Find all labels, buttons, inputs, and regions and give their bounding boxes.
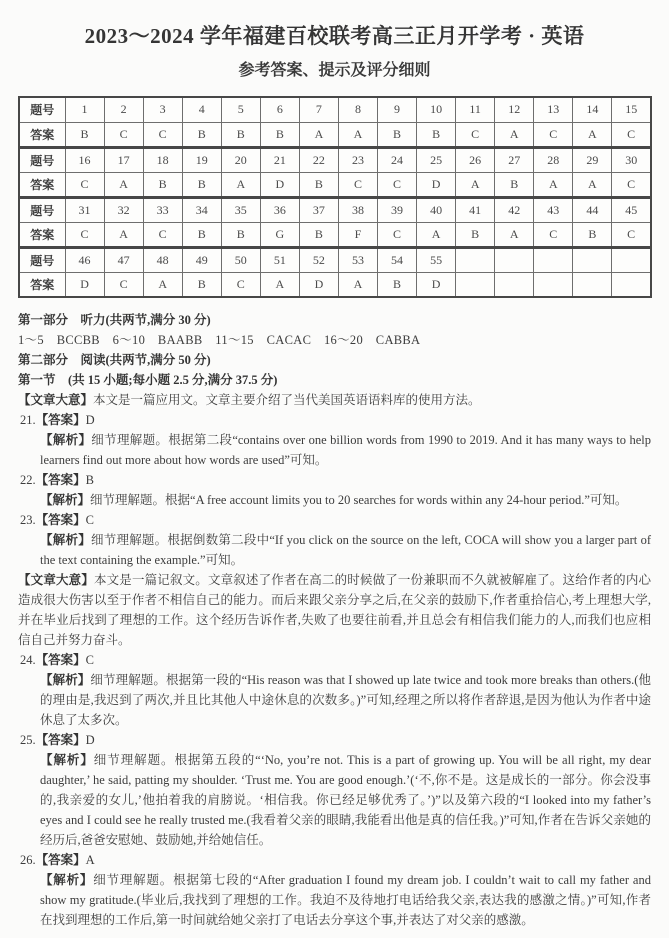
answer-cell: B: [417, 122, 456, 147]
answer-cell: [534, 272, 573, 297]
answer-line: [18, 510, 651, 530]
question-number: 26.: [20, 853, 36, 867]
question-number: 21.: [20, 413, 36, 427]
analysis-paragraph: [18, 870, 651, 930]
question-number-cell: 29: [573, 147, 612, 172]
answer-cell: A: [104, 222, 143, 247]
answer-cell: [612, 272, 651, 297]
question-number-cell: 35: [221, 197, 260, 222]
answer-line: [18, 850, 651, 870]
question-number-cell: 18: [143, 147, 182, 172]
question-number-row: [19, 247, 651, 272]
answer-row: [19, 122, 651, 147]
listening-answer-key-line: [18, 330, 651, 350]
question-number-cell: 53: [338, 247, 377, 272]
answer-cell: C: [104, 122, 143, 147]
question-number-cell: 36: [260, 197, 299, 222]
question-number-cell: 47: [104, 247, 143, 272]
question-number-cell: 54: [378, 247, 417, 272]
bracket-label: 【解析】: [40, 873, 94, 887]
answer-cell: A: [104, 172, 143, 197]
answer-cell: A: [456, 172, 495, 197]
bracket-label: 【答案】: [35, 733, 86, 747]
question-number-cell: 4: [182, 97, 221, 122]
question-number-cell: 40: [417, 197, 456, 222]
answer-cell: [495, 272, 534, 297]
bracket-label: 【答案】: [35, 473, 86, 487]
answer-letter: D: [85, 413, 95, 427]
question-number-cell: 49: [182, 247, 221, 272]
answer-cell: C: [534, 122, 573, 147]
question-number-cell: 6: [260, 97, 299, 122]
question-number: 23.: [20, 513, 36, 527]
answer-letter: A: [85, 853, 95, 867]
bracket-label: 【解析】: [40, 673, 91, 687]
answer-cell: C: [143, 222, 182, 247]
answer-cell: A: [417, 222, 456, 247]
question-number-cell: 3: [143, 97, 182, 122]
answer-cell: C: [456, 122, 495, 147]
answer-cell: C: [378, 172, 417, 197]
answer-cell: A: [143, 272, 182, 297]
answer-row: [19, 272, 651, 297]
question-number-cell: 31: [65, 197, 104, 222]
row-header: 题号: [19, 97, 65, 122]
question-number-cell: [495, 247, 534, 272]
answer-cell: C: [612, 222, 651, 247]
answer-cell: B: [495, 172, 534, 197]
exam-title: 2023～2024 学年福建百校联考高三正月开学考 · 英语: [84, 24, 585, 48]
analysis-paragraph: [18, 430, 651, 470]
row-header: 答案: [19, 122, 65, 147]
question-number-cell: 43: [534, 197, 573, 222]
answer-cell: G: [260, 222, 299, 247]
question-number-cell: 14: [573, 97, 612, 122]
row-header: 答案: [19, 222, 65, 247]
question-number-cell: 34: [182, 197, 221, 222]
question-number-cell: 22: [299, 147, 338, 172]
question-number-cell: 12: [495, 97, 534, 122]
paragraph-text: 本文是一篇应用文。文章主要介绍了当代美国英语语料库的使用方法。: [93, 393, 481, 407]
answer-cell: B: [182, 122, 221, 147]
answer-cell: A: [534, 172, 573, 197]
passage-summary: [18, 390, 651, 410]
answer-cell: A: [338, 272, 377, 297]
answer-cell: A: [338, 122, 377, 147]
question-number-cell: 9: [378, 97, 417, 122]
question-number-cell: 39: [378, 197, 417, 222]
question-number-cell: 25: [417, 147, 456, 172]
answer-cell: B: [378, 272, 417, 297]
answer-cell: C: [612, 172, 651, 197]
document-header: [18, 20, 651, 80]
question-number-cell: 8: [338, 97, 377, 122]
question-number-row: [19, 97, 651, 122]
bracket-label: 【答案】: [35, 853, 86, 867]
question-number-cell: 55: [417, 247, 456, 272]
paragraph-text: 第二部分 阅读(共两节,满分 50 分): [18, 353, 211, 367]
question-number-cell: 33: [143, 197, 182, 222]
answer-cell: B: [260, 122, 299, 147]
question-number-cell: 41: [456, 197, 495, 222]
paragraph-text: 细节理解题。根据第二段“contains over one billion words from 1990 to 2019. And it has many ways to help learners find out more about how words are used”可知。: [40, 433, 651, 467]
answer-cell: B: [182, 222, 221, 247]
answer-line: [18, 650, 651, 670]
question-number-cell: [456, 247, 495, 272]
answer-line: [18, 410, 651, 430]
answer-letter: B: [85, 473, 94, 487]
question-number-cell: 13: [534, 97, 573, 122]
answer-line: [18, 470, 651, 490]
analysis-paragraph: [18, 670, 651, 730]
question-number-cell: 50: [221, 247, 260, 272]
section-heading: [18, 370, 651, 390]
bracket-label: 【解析】: [40, 433, 92, 447]
question-number-cell: 46: [65, 247, 104, 272]
row-header: 题号: [19, 247, 65, 272]
answer-cell: C: [534, 222, 573, 247]
answer-cell: D: [260, 172, 299, 197]
answer-cell: B: [182, 272, 221, 297]
question-number-cell: 42: [495, 197, 534, 222]
section-heading: [18, 310, 651, 330]
question-number-cell: 45: [612, 197, 651, 222]
answer-cell: D: [417, 172, 456, 197]
row-header: 题号: [19, 197, 65, 222]
question-number-cell: 48: [143, 247, 182, 272]
bracket-label: 【答案】: [35, 413, 86, 427]
bracket-label: 【文章大意】: [18, 393, 94, 407]
question-number-cell: 28: [534, 147, 573, 172]
question-number-cell: 17: [104, 147, 143, 172]
question-number-cell: 51: [260, 247, 299, 272]
answer-cell: C: [338, 172, 377, 197]
answer-cell: B: [378, 122, 417, 147]
answer-row: [19, 172, 651, 197]
answer-cell: C: [65, 222, 104, 247]
paragraph-text: 1～5 BCCBB 6～10 BAABB 11～15 CACAC 16～20 CABBA: [18, 333, 421, 347]
answer-cell: C: [104, 272, 143, 297]
answer-cell: D: [65, 272, 104, 297]
answer-cell: B: [65, 122, 104, 147]
question-number-cell: 11: [456, 97, 495, 122]
answer-cell: B: [299, 172, 338, 197]
answer-cell: B: [221, 122, 260, 147]
question-number-cell: 38: [338, 197, 377, 222]
answer-cell: C: [378, 222, 417, 247]
analysis-paragraph: [18, 750, 651, 850]
question-number-row: [19, 147, 651, 172]
question-number-cell: [573, 247, 612, 272]
bracket-label: 【答案】: [35, 653, 86, 667]
answer-cell: C: [65, 172, 104, 197]
question-number-cell: 27: [495, 147, 534, 172]
bracket-label: 【答案】: [35, 513, 86, 527]
question-number-cell: 16: [65, 147, 104, 172]
answer-explanations: [18, 310, 651, 930]
answer-cell: B: [182, 172, 221, 197]
answer-cell: F: [338, 222, 377, 247]
paragraph-text: 细节理解题。根据第七段的“After graduation I found my dream job. I couldn’t wait to call my father and show my gratitude.(毕业后,我找到了理想的工作。我迫不及待地打电话给我父亲,表达我的感激之情。)”可知,作者在找到理想的工作后,第一时间就给她父亲打了电话去分享这个事,并表达了对父亲的感激。: [40, 873, 651, 927]
question-number-cell: 30: [612, 147, 651, 172]
bracket-label: 【文章大意】: [18, 573, 94, 587]
answer-cell: A: [495, 222, 534, 247]
question-number-cell: 24: [378, 147, 417, 172]
row-header: 答案: [19, 172, 65, 197]
bracket-label: 【解析】: [40, 533, 91, 547]
bracket-label: 【解析】: [40, 753, 94, 767]
answer-line: [18, 730, 651, 750]
question-number-cell: 15: [612, 97, 651, 122]
question-number: 22.: [20, 473, 36, 487]
answer-cell: B: [456, 222, 495, 247]
question-number: 24.: [20, 653, 36, 667]
answer-cell: [573, 272, 612, 297]
analysis-paragraph: [18, 530, 651, 570]
question-number-cell: 32: [104, 197, 143, 222]
answer-row: [19, 222, 651, 247]
question-number-cell: 21: [260, 147, 299, 172]
answer-letter: D: [85, 733, 95, 747]
answer-cell: B: [573, 222, 612, 247]
row-header: 答案: [19, 272, 65, 297]
paragraph-text: 第一部分 听力(共两节,满分 30 分): [18, 313, 211, 327]
answer-cell: C: [143, 122, 182, 147]
question-number-cell: 5: [221, 97, 260, 122]
answer-table-body: [19, 97, 651, 297]
question-number-cell: 44: [573, 197, 612, 222]
answer-cell: A: [573, 172, 612, 197]
question-number-cell: [612, 247, 651, 272]
analysis-paragraph: [18, 490, 651, 510]
answer-cell: D: [417, 272, 456, 297]
paragraph-text: 细节理解题。根据第五段的“‘No, you’re not. This is a part of growing up. You will be all right, my dear daughter,’ he said, patting my shoulder. ‘Trust me. You are good enough.’(‘不,你不是。这是成长的一部分。你会没事的,我亲爱的女儿,’他拍着我的肩膀说。‘相信我。你已经足够优秀了。’)”以及第六段的“I looked into my father’s eyes and I could see he really trusted me.(我看着父亲的眼睛,我能看出他是真的信任我。)”可知,作者在告诉父亲她的经历后,爸爸安慰她、鼓励她,并给她信任。: [40, 753, 651, 847]
answer-table: [18, 96, 652, 298]
answer-cell: A: [495, 122, 534, 147]
answer-cell: B: [299, 222, 338, 247]
answer-cell: A: [221, 172, 260, 197]
passage-summary: [18, 570, 651, 650]
paragraph-text: 细节理解题。根据“A free account limits you to 20 searches for words within any 24-hour period.”可知。: [90, 493, 628, 507]
answer-cell: [456, 272, 495, 297]
paragraph-text: 细节理解题。根据倒数第二段中“If you click on the source on the left, COCA will show you a larger part of the text containing the example.”可知。: [40, 533, 651, 567]
answer-cell: C: [221, 272, 260, 297]
paragraph-text: 第一节 (共 15 小题;每小题 2.5 分,满分 37.5 分): [18, 373, 278, 387]
question-number-cell: 37: [299, 197, 338, 222]
paragraph-text: 本文是一篇记叙文。文章叙述了作者在高二的时候做了一份兼职而不久就被解雇了。这给作者的内心造成很大伤害以至于作者不相信自己的能力。而后来跟父亲分享之后,在父亲的鼓励下,作者重拾信心,考上理想大学,并在毕业后找到了理想的工作。这个经历告诉作者,失败了也要往前看,并且总会有相信我们能力的人,而我们也应相信自己并努力奋斗。: [18, 573, 651, 647]
question-number-cell: 26: [456, 147, 495, 172]
answer-cell: C: [612, 122, 651, 147]
answer-letter: C: [85, 513, 94, 527]
answer-cell: B: [221, 222, 260, 247]
question-number-row: [19, 197, 651, 222]
question-number-cell: 52: [299, 247, 338, 272]
document-subtitle: 参考答案、提示及评分细则: [238, 62, 431, 79]
bracket-label: 【解析】: [40, 493, 91, 507]
answer-cell: A: [299, 122, 338, 147]
question-number-cell: 23: [338, 147, 377, 172]
question-number-cell: [534, 247, 573, 272]
answer-cell: A: [260, 272, 299, 297]
question-number-cell: 7: [299, 97, 338, 122]
question-number-cell: 10: [417, 97, 456, 122]
answer-letter: C: [85, 653, 94, 667]
answer-cell: D: [299, 272, 338, 297]
question-number-cell: 19: [182, 147, 221, 172]
answer-cell: A: [573, 122, 612, 147]
paragraph-text: 细节理解题。根据第一段的“His reason was that I showed up late twice and took more breaks than others.(他的理由是,我迟到了两次,并且比其他人中途休息的次数多。)”可知,经理之所以将作者辞退,是因为他认为作者中途休息了太多次。: [40, 673, 651, 727]
row-header: 题号: [19, 147, 65, 172]
answer-cell: B: [143, 172, 182, 197]
question-number-cell: 1: [65, 97, 104, 122]
question-number-cell: 20: [221, 147, 260, 172]
question-number: 25.: [20, 733, 36, 747]
question-number-cell: 2: [104, 97, 143, 122]
section-heading: [18, 350, 651, 370]
